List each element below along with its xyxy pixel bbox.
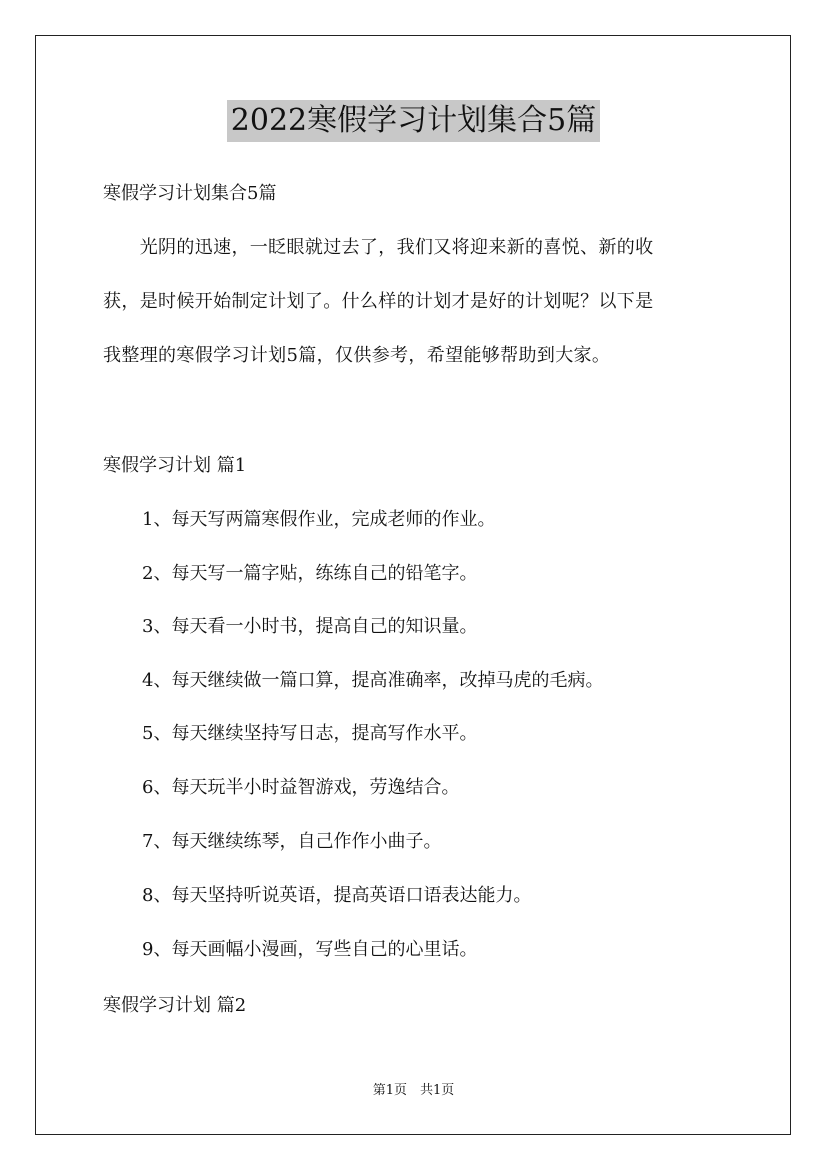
page-footer: 第1页 共1页 bbox=[372, 1083, 455, 1098]
plan-item-1: 1、每天写两篇寒假作业，完成老师的作业。 bbox=[142, 509, 496, 530]
plan-item-5: 5、每天继续坚持写日志，提高写作水平。 bbox=[142, 723, 478, 744]
intro-line-3: 我整理的寒假学习计划5篇，仅供参考，希望能够帮助到大家。 bbox=[103, 345, 611, 366]
intro-line-2: 获，是时候开始制定计划了。什么样的计划才是好的计划呢？以下是 bbox=[103, 291, 654, 312]
plan-item-3: 3、每天看一小时书，提高自己的知识量。 bbox=[142, 616, 478, 637]
section-1-heading: 寒假学习计划 篇1 bbox=[103, 455, 247, 476]
plan-item-6: 6、每天玩半小时益智游戏，劳逸结合。 bbox=[142, 777, 460, 798]
plan-item-7: 7、每天继续练琴，自己作作小曲子。 bbox=[142, 831, 442, 852]
plan-item-4: 4、每天继续做一篇口算，提高准确率，改掉马虎的毛病。 bbox=[142, 670, 604, 691]
plan-item-8: 8、每天坚持听说英语，提高英语口语表达能力。 bbox=[142, 885, 532, 906]
section-2-heading: 寒假学习计划 篇2 bbox=[103, 995, 247, 1016]
title-container bbox=[0, 100, 827, 142]
plan-item-9: 9、每天画幅小漫画，写些自己的心里话。 bbox=[142, 939, 478, 960]
plan-item-2: 2、每天写一篇字贴，练练自己的铅笔字。 bbox=[142, 563, 478, 584]
intro-line-1: 光阴的迅速，一眨眼就过去了，我们又将迎来新的喜悦、新的收 bbox=[103, 237, 654, 258]
document-title: 2022寒假学习计划集合5篇 bbox=[227, 100, 600, 142]
document-subtitle: 寒假学习计划集合5篇 bbox=[103, 183, 277, 204]
